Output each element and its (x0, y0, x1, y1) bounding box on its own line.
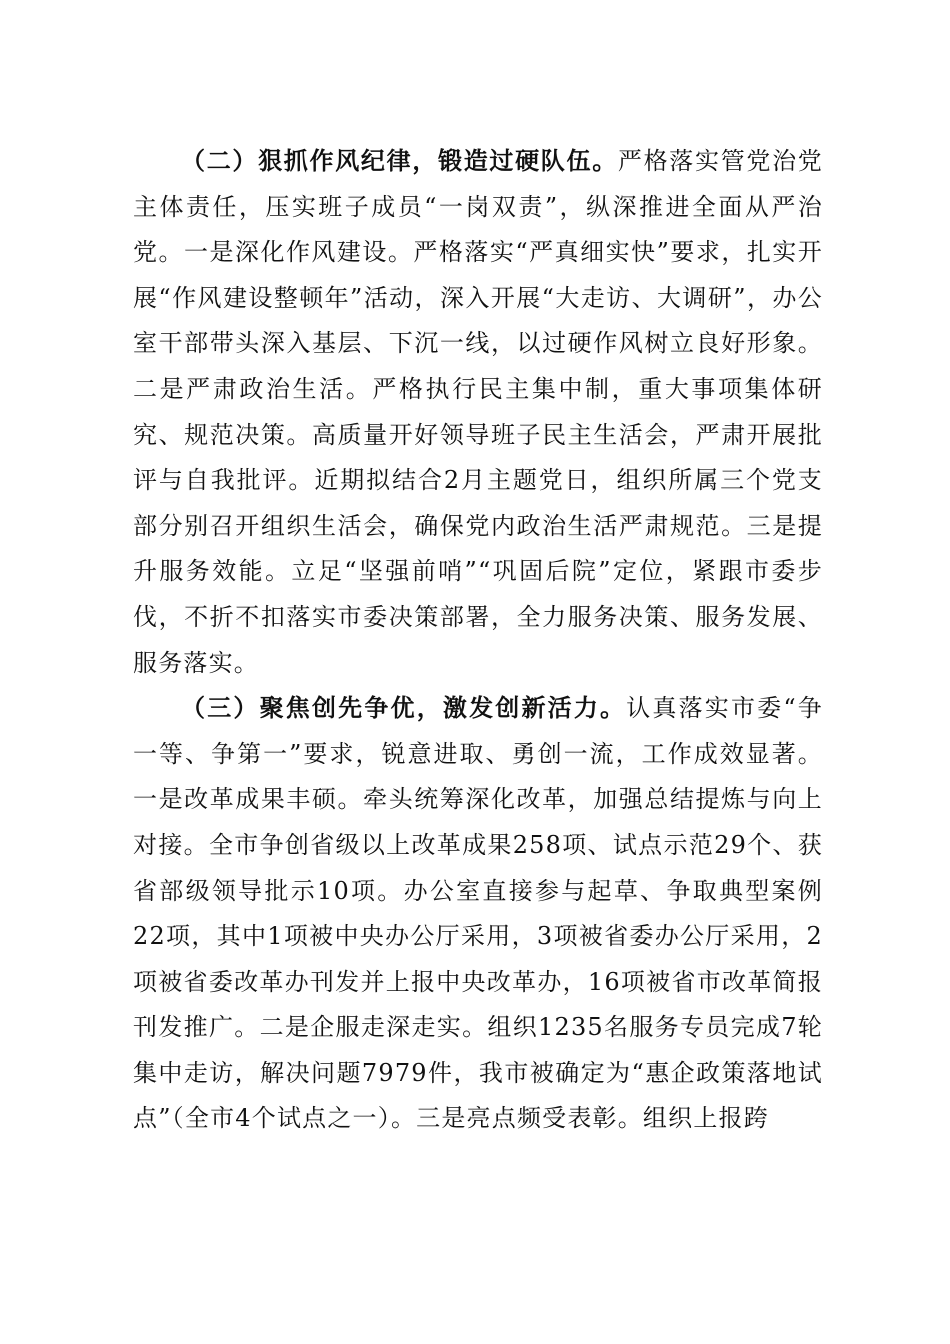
paragraph-innovation (133, 686, 823, 1142)
paragraph-discipline (133, 139, 823, 686)
paragraph-text: 认真落实市委“争一等、争第一”要求，锐意进取、勇创一流，工作成效显著。一是改革成果丰硕。牵头统筹深化改革，加强总结提炼与向上对接。全市争创省级以上改革成果258项、试点示范29个、获省部级领导批示10项。办公室直接参与起草、争取典型案例22项，其中1项被中央办公厅采用，3项被省委办公厅采用，2项被省委改革办刊发并上报中央改革办，16项被省市改革简报刊发推广。二是企服走深走实。组织1235名服务专员完成7轮集中走访，解决问题7979件，我市被确定为“惠企政策落地试点”（全市4个试点之一）。三是亮点频受表彰。组织上报跨 (133, 694, 823, 1133)
paragraph-heading: （二）狠抓作风纪律，锻造过硬队伍。 (181, 147, 618, 175)
paragraph-text: 严格落实管党治党主体责任，压实班子成员“一岗双责”，纵深推进全面从严治党。一是深化作风建设。严格落实“严真细实快”要求，扎实开展“作风建设整顿年”活动，深入开展“大走访、大调研”，办公室干部带头深入基层、下沉一线，以过硬作风树立良好形象。二是严肃政治生活。严格执行民主集中制，重大事项集体研究、规范决策。高质量开好领导班子民主生活会，严肃开展批评与自我批评。近期拟结合2月主题党日，组织所属三个党支部分别召开组织生活会，确保党内政治生活严肃规范。三是提升服务效能。立足“坚强前哨”“巩固后院”定位，紧跟市委步伐，不折不扣落实市委决策部署，全力服务决策、服务发展、服务落实。 (133, 147, 823, 677)
paragraph-heading: （三）聚焦创先争优，激发创新活力。 (181, 694, 627, 723)
document-body (133, 139, 823, 1142)
